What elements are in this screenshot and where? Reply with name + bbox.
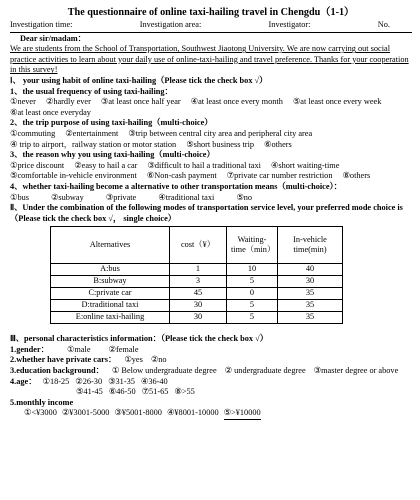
question-label: 2.whether have private cars： <box>10 355 117 365</box>
option-short-wait[interactable]: ④short waiting-time <box>270 160 340 170</box>
option-non-cash[interactable]: ⑥Non-cash payment <box>146 171 217 181</box>
table-row[interactable] <box>51 288 343 300</box>
question-1-2 <box>10 118 412 150</box>
option-others[interactable]: ⑥others <box>264 139 292 149</box>
option-easy-hail[interactable]: ②easy to hail a car <box>74 160 138 170</box>
table-row[interactable] <box>51 264 343 276</box>
question-label: 1.gender： <box>10 344 49 354</box>
cell-waiting: 5 <box>227 300 278 312</box>
question-3-5 <box>10 398 412 420</box>
question-label: 5.monthly income <box>10 397 74 407</box>
option-traditional-taxi[interactable]: ④traditional taxi <box>158 192 215 202</box>
option-half-year[interactable]: ③at least once half year <box>100 97 181 107</box>
option-income-3001-5000[interactable]: ②¥3001-5000 <box>61 408 110 418</box>
number-label: No. <box>377 20 390 29</box>
option-others[interactable]: ⑧others <box>342 171 371 181</box>
cell-alternative: C:private car <box>51 288 170 300</box>
option-age-51-65[interactable]: ⑦51-65 <box>141 387 169 397</box>
table-row[interactable] <box>51 312 343 324</box>
option-no[interactable]: ②no <box>150 355 167 365</box>
cell-in-vehicle: 35 <box>278 300 343 312</box>
cell-in-vehicle: 30 <box>278 276 343 288</box>
option-master-or-above[interactable]: ③master degree or above <box>313 366 399 376</box>
option-bus[interactable]: ①bus <box>10 192 29 202</box>
table-row[interactable] <box>51 276 343 288</box>
option-income-8001-10000[interactable]: ④¥8001-10000 <box>166 408 219 418</box>
option-age-46-50[interactable]: ⑥46-50 <box>108 387 136 397</box>
question-label: 3、the reason why you using taxi-hailing（multi-choice） <box>10 150 215 160</box>
header-in-vehicle-time: In-vehicle time(min) <box>278 227 343 264</box>
option-age-41-45[interactable]: ⑤41-45 <box>76 387 103 397</box>
option-every-month[interactable]: ④at least once every month <box>190 97 283 107</box>
option-age-18-25[interactable]: ①18-25 <box>42 376 70 386</box>
option-central-peripheral[interactable]: ③trip between central city area and peripheral city area <box>128 128 313 138</box>
option-subway[interactable]: ②subway <box>50 192 84 202</box>
question-1-3 <box>10 150 412 182</box>
option-age-31-35[interactable]: ③31-35 <box>108 376 135 386</box>
cell-cost: 3 <box>170 276 227 288</box>
section-3-heading: Ⅲ、personal characteristics information：（Please tick the check box √） <box>10 334 268 344</box>
option-everyday[interactable]: ⑥at least once everyday <box>10 107 91 117</box>
option-price-discount[interactable]: ①price discount <box>10 160 65 170</box>
question-label: 3.education background： <box>10 366 104 376</box>
option-airport-station[interactable]: ④ trip to airport，railway station or motor station <box>10 139 177 149</box>
cell-in-vehicle: 35 <box>278 288 343 300</box>
option-business-trip[interactable]: ⑤short business trip <box>186 139 255 149</box>
option-below-undergraduate[interactable]: ① Below undergraduate degree <box>111 366 217 376</box>
option-every-week[interactable]: ⑤at least once every week <box>292 97 382 107</box>
option-male[interactable]: ①male <box>66 344 91 354</box>
cell-in-vehicle: 40 <box>278 264 343 276</box>
option-undergraduate[interactable]: ② undergraduate degree <box>224 366 306 376</box>
cell-alternative: D:traditional taxi <box>51 300 170 312</box>
option-entertainment[interactable]: ②entertainment <box>65 128 119 138</box>
cell-waiting: 5 <box>227 312 278 324</box>
option-no[interactable]: ⑤no <box>236 192 253 202</box>
option-age-26-30[interactable]: ②26-30 <box>75 376 103 386</box>
question-label: 4.age： <box>10 376 37 386</box>
option-income-above-10000[interactable]: ⑤>¥10000 <box>224 408 261 420</box>
question-1-4 <box>10 182 412 203</box>
question-1-1 <box>10 87 412 119</box>
cell-waiting: 5 <box>227 276 278 288</box>
option-commuting[interactable]: ①commuting <box>10 128 56 138</box>
header-cost: cost（¥） <box>170 227 227 264</box>
table-row[interactable] <box>51 300 343 312</box>
investigator-label: Investigator: <box>268 20 311 29</box>
question-3-3 <box>10 366 412 377</box>
question-label: 2、the trip purpose of using taxi-hailing（multi-choice） <box>10 118 213 128</box>
cell-cost: 45 <box>170 288 227 300</box>
question-3-2 <box>10 355 412 366</box>
cell-alternative: A:bus <box>51 264 170 276</box>
option-difficult-taxi[interactable]: ③difficult to hail a traditional taxi <box>147 160 261 170</box>
section-1-heading: Ⅰ、 your using habit of online taxi-hailing（Please tick the check box √） <box>10 75 268 85</box>
header-alternatives: Alternatives <box>51 227 170 264</box>
option-hardly-ever[interactable]: ②hardly ever <box>45 97 91 107</box>
intro-paragraph: We are students from the School of Transportation, Southwest Jiaotong University. We are now carrying out social practice activities to learn about your daily use of online-taxi-hailing and travel preference. Thanks for your cooperation in this survey! <box>10 44 409 75</box>
investigation-info-row <box>10 20 412 33</box>
question-3-1 <box>10 345 412 356</box>
cell-waiting: 0 <box>227 288 278 300</box>
cell-cost: 30 <box>170 300 227 312</box>
cell-alternative: B:subway <box>51 276 170 288</box>
table-header-row <box>51 227 343 264</box>
investigation-time-label: Investigation time: <box>10 20 73 29</box>
cell-cost: 1 <box>170 264 227 276</box>
option-yes[interactable]: ①yes <box>124 355 143 365</box>
option-income-5001-8000[interactable]: ③¥5001-8000 <box>114 408 162 418</box>
salutation: Dear sir/madam： <box>20 33 86 43</box>
option-comfortable[interactable]: ⑤comfortable in-vehicle environment <box>10 171 137 181</box>
investigation-area-label: Investigation area: <box>139 20 202 29</box>
question-3-4 <box>10 377 412 398</box>
option-car-restriction[interactable]: ⑦private car number restriction <box>226 171 333 181</box>
header-waiting-time: Waiting-time（min） <box>227 227 278 264</box>
option-income-below-3000[interactable]: ①<¥3000 <box>24 408 57 418</box>
alternatives-table <box>50 226 343 324</box>
option-age-over-55[interactable]: ⑧>55 <box>174 387 195 397</box>
section-2-heading: Ⅱ、Under the combination of the following modes of transportation service level, your preferred mode choice is（Please tick the check box √， single choice） <box>10 203 403 223</box>
cell-cost: 30 <box>170 312 227 324</box>
question-label: 4、whether taxi-hailing become a alternative to other transportation means（multi-choice）： <box>10 181 342 191</box>
cell-waiting: 10 <box>227 264 278 276</box>
cell-in-vehicle: 35 <box>278 312 343 324</box>
option-female[interactable]: ②female <box>108 344 139 354</box>
cell-alternative: E:online taxi-hailing <box>51 312 170 324</box>
option-age-36-40[interactable]: ④36-40 <box>140 376 168 386</box>
question-label: 1、the usual frequency of using taxi-hailing： <box>10 86 173 96</box>
option-never[interactable]: ①never <box>10 97 36 107</box>
option-private[interactable]: ③private <box>105 192 137 202</box>
questionnaire-title: The questionnaire of online taxi-hailing travel in Chengdu（1-1） <box>67 7 355 18</box>
